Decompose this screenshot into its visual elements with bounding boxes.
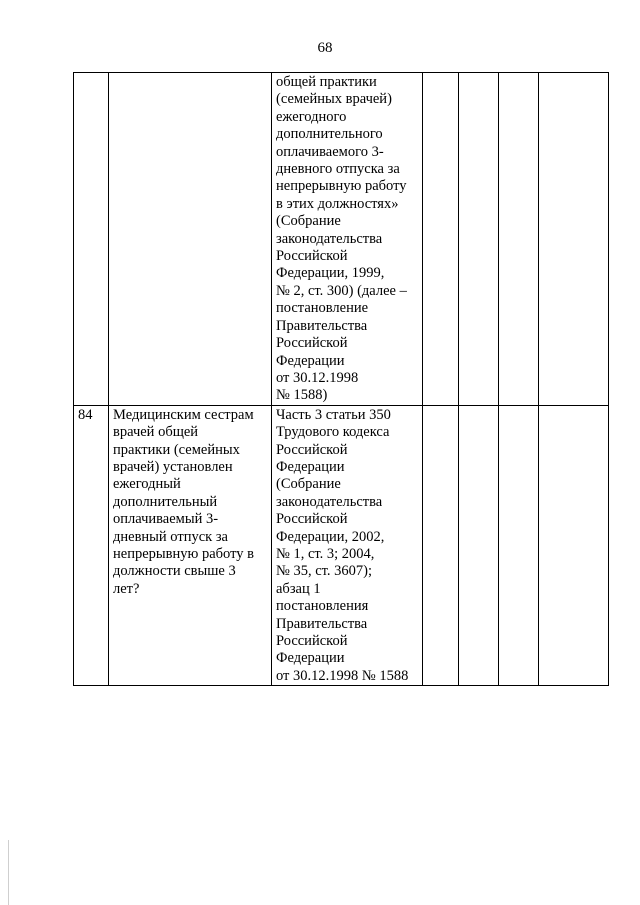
legal-basis-cell: Часть 3 статьи 350 Трудового кодекса Российской Федерации (Собрание законодательства Российской Федерации, 2002, № 1, ст. 3; 2004, № 35, ст. 3607); абзац 1 постановления Правительства Российской Федерации от 30.12.1998 № 1588 bbox=[272, 405, 423, 686]
table-row bbox=[74, 405, 609, 686]
answer-no-cell bbox=[459, 73, 499, 406]
table-row bbox=[74, 73, 609, 406]
checklist-table bbox=[73, 72, 609, 686]
legal-basis-cell: общей практики (семейных врачей) ежегодного дополнительного оплачиваемого 3- дневного отпуска за непрерывную работу в этих должностях» (Собрание законодательства Российской Федерации, 1999, № 2, ст. 300) (далее – постановление Правительства Российской Федерации от 30.12.1998 № 1588) bbox=[272, 73, 423, 406]
answer-na-cell bbox=[499, 73, 539, 406]
row-number-cell bbox=[74, 73, 109, 406]
answer-yes-cell bbox=[423, 405, 459, 686]
answer-yes-cell bbox=[423, 73, 459, 406]
answer-na-cell bbox=[499, 405, 539, 686]
notes-cell bbox=[539, 73, 609, 406]
row-number-cell: 84 bbox=[74, 405, 109, 686]
notes-cell bbox=[539, 405, 609, 686]
question-cell bbox=[109, 73, 272, 406]
question-cell: Медицинским сестрам врачей общей практики (семейных врачей) установлен ежегодный дополнительный оплачиваемый 3- дневный отпуск за непрерывную работу в должности свыше 3 лет? bbox=[109, 405, 272, 686]
scan-artifact-line bbox=[8, 840, 9, 905]
answer-no-cell bbox=[459, 405, 499, 686]
page-number: 68 bbox=[317, 40, 333, 56]
